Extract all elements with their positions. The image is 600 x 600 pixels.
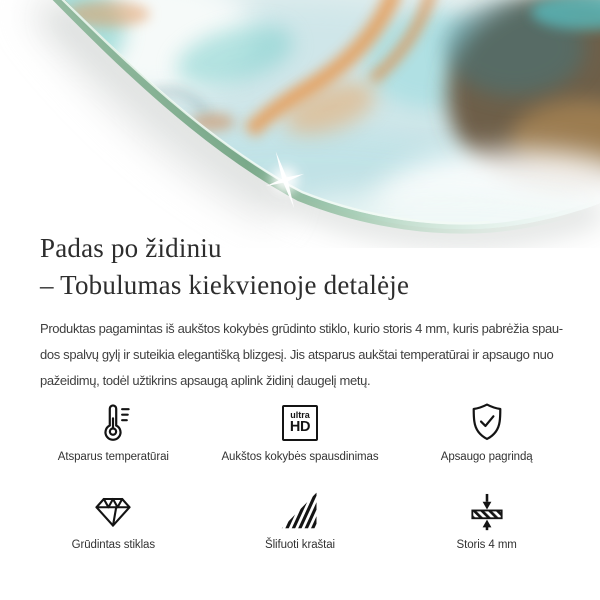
feature-thickness — [393, 487, 580, 555]
polished-edge-icon — [278, 487, 322, 533]
feature-label: Šlifuoti kraštai — [265, 539, 335, 551]
ultra-hd-icon-text-top: ultra — [290, 410, 310, 420]
ultra-hd-icon — [282, 399, 318, 445]
glass-hearth-pad-photo — [0, 0, 600, 248]
feature-polished-edges — [207, 487, 394, 555]
feature-protects-base — [393, 399, 580, 467]
feature-heat-resistant — [20, 399, 207, 467]
feature-label: Atsparus temperatūrai — [57, 451, 169, 463]
feature-label: Storis 4 mm — [456, 539, 517, 551]
page-title-line2: – Tobulumas kiekvienoje detalėje — [40, 270, 410, 300]
product-image — [0, 0, 600, 248]
thermometer-icon — [91, 399, 135, 445]
product-description-section — [40, 230, 570, 394]
feature-label: Apsaugo pagrindą — [440, 451, 533, 463]
feature-grid — [20, 399, 580, 555]
feature-label: Grūdintas stiklas — [71, 539, 155, 551]
description-line: Produktas pagamintas iš aukštos kokybės grūdinto stiklo, kurio storis 4 mm, kuris pabrėžia spau- — [40, 321, 563, 336]
feature-label: Aukštos kokybės spausdinimas — [221, 451, 379, 463]
description-line: dos spalvų gylį ir suteikia elegantišką blizgesį. Jis atsparus aukštai temperatūrai ir apsaugo nuo — [40, 347, 554, 362]
page-title — [40, 230, 570, 304]
diamond-icon — [91, 487, 135, 533]
ultra-hd-icon-text-bottom: HD — [289, 419, 311, 435]
description-line: pažeidimų, todėl užtikrins apsaugą aplink židinį daugelį metų. — [40, 373, 371, 388]
feature-ultra-hd-print — [207, 399, 394, 467]
page-title-line1: Padas po židiniu — [40, 233, 222, 263]
feature-tempered-glass — [20, 487, 207, 555]
product-description — [40, 316, 570, 394]
shield-check-icon — [465, 399, 509, 445]
thickness-press-icon — [465, 487, 509, 533]
